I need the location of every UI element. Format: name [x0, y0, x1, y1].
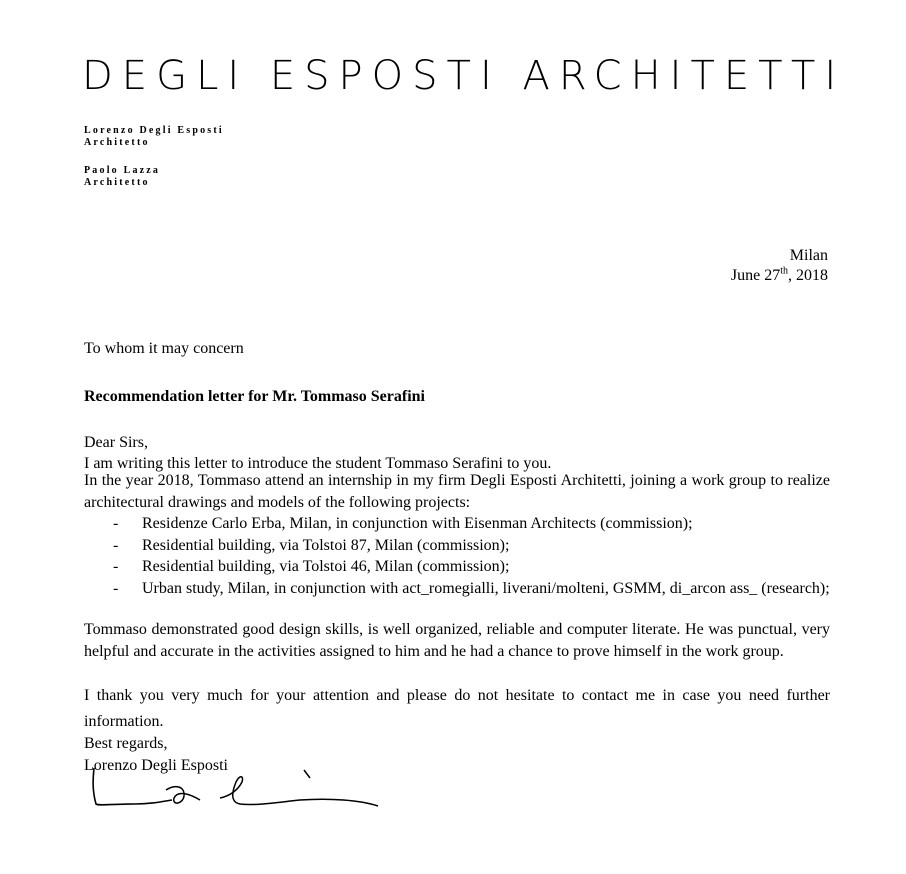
- list-item: - Residential building, via Tolstoi 46, Milan (commission);: [84, 556, 830, 578]
- letter-date: [731, 266, 828, 286]
- date-ordinal: th: [780, 265, 788, 277]
- person-name: Lorenzo Degli Esposti: [84, 125, 224, 136]
- date-month-day: June 27: [730, 267, 781, 284]
- list-bullet: -: [113, 536, 119, 554]
- letterhead-person-1: [84, 125, 224, 149]
- internship-paragraph: In the year 2018, Tommaso attend an internship in my firm Degli Esposti Architetti, joining a work group to realize architectural drawings and models of the following projects:: [84, 472, 830, 511]
- list-item: - Residential building, via Tolstoi 87, Milan (commission);: [84, 535, 830, 557]
- person-role: Architetto: [84, 137, 150, 148]
- handwritten-signature: [80, 760, 390, 820]
- list-bullet: -: [113, 558, 119, 575]
- closing-phrase: Best regards,: [84, 735, 168, 752]
- intro-sentence: I am writing this letter to introduce the student Tommaso Serafini to you.: [84, 455, 552, 472]
- closing-paragraph: I thank you very much for your attention and please do not hesitate to contact me in case you need further information.: [84, 687, 830, 730]
- person-role: Architetto: [84, 177, 150, 188]
- person-name: Paolo Lazza: [84, 165, 161, 176]
- list-item: - Residenze Carlo Erba, Milan, in conjunction with Eisenman Architects (commission);: [84, 513, 830, 535]
- subject-line: Recommendation letter for Mr. Tommaso Serafini: [84, 388, 425, 405]
- letterhead-person-2: [84, 165, 160, 189]
- list-item: - Urban study, Milan, in conjunction with act_romegialli, liverani/molteni, GSMM, di_arcon ass_ (research);: [84, 578, 830, 600]
- date-year: , 2018: [788, 267, 828, 284]
- projects-list: [84, 513, 830, 599]
- evaluation-paragraph: Tommaso demonstrated good design skills, is well organized, reliable and computer literate. He was punctual, very helpful and accurate in the activities assigned to him and he had a chance to prove himself in the work group.: [84, 621, 830, 660]
- list-bullet: -: [113, 579, 119, 597]
- signatory-name: Lorenzo Degli Esposti: [84, 757, 228, 774]
- list-bullet: -: [113, 515, 119, 532]
- firm-name-logo: DEGLI ESPOSTI ARCHITETTI: [82, 53, 846, 99]
- salutation: Dear Sirs,: [84, 434, 148, 451]
- addressee: To whom it may concern: [84, 340, 244, 357]
- place: Milan: [789, 247, 828, 264]
